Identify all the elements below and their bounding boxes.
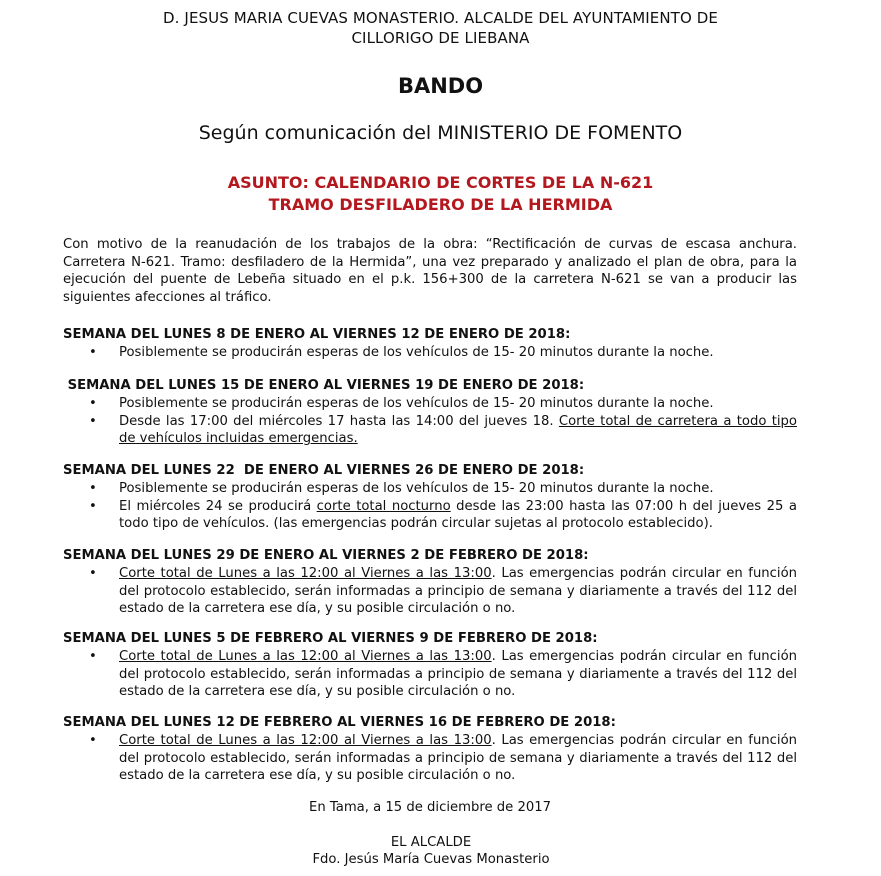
bullet-icon: • — [89, 345, 97, 360]
item-text: Desde las 17:00 del miércoles 17 hasta las 14:00 del jueves 18. — [119, 413, 559, 429]
week-list — [63, 480, 797, 533]
item-text: Posiblemente se producirán esperas de los vehículos de 15- 20 minutos durante la noche. — [119, 481, 714, 496]
list-item — [63, 648, 797, 701]
week-list — [63, 344, 797, 362]
item-text-after: . Las emergencias podrán circular en función del protocolo establecido, serán informadas a principio de semana y diariamente a través del 112 del estado de la carretera ese día, y su posible circulación o no. — [119, 566, 797, 616]
item-text: Posiblemente se producirán esperas de los vehículos de 15- 20 minutos durante la noche. — [119, 396, 714, 411]
item-text-after: . Las emergencias podrán circular en función del protocolo establecido, serán informadas a principio de semana y diariamente a través del 112 del estado de la carretera ese día, y su posible circulación o no. — [119, 649, 797, 699]
week-title: SEMANA DEL LUNES 8 DE ENERO AL VIERNES 12 DE ENERO DE 2018: — [63, 327, 571, 342]
week-section — [63, 547, 797, 618]
bullet-icon: • — [89, 649, 97, 664]
week-section — [63, 462, 797, 533]
asunto-heading — [0, 172, 881, 216]
item-underlined-text: corte total nocturno — [316, 498, 451, 514]
list-item — [63, 480, 797, 498]
list-item — [63, 395, 797, 413]
bullet-icon: • — [89, 733, 97, 748]
week-title: SEMANA DEL LUNES 12 DE FEBRERO AL VIERNES 16 DE FEBRERO DE 2018: — [63, 715, 616, 730]
week-section — [63, 630, 797, 701]
week-section — [63, 377, 797, 448]
item-underlined-text: Corte total de carretera a todo tipo de vehículos incluidas emergencias. — [119, 413, 797, 446]
item-underlined-text: Corte total de Lunes a las 12:00 al Viernes a las 13:00 — [119, 649, 492, 664]
bullet-icon: • — [89, 481, 97, 496]
week-list — [63, 565, 797, 618]
item-text: El miércoles 24 se producirá — [119, 498, 317, 514]
bullet-icon: • — [89, 413, 97, 429]
list-item — [63, 344, 797, 362]
document-subtitle: Según comunicación del MINISTERIO DE FOMENTO — [198, 122, 683, 144]
bullet-icon: • — [89, 498, 97, 514]
item-text-after: desde las 23:00 hasta las 07:00 h del jueves 25 a todo tipo de vehículos. (las emergencias podrán circular sujetas al protocolo establecido). — [119, 498, 797, 531]
item-underlined-text: Corte total de Lunes a las 12:00 al Viernes a las 13:00 — [119, 566, 492, 581]
week-list — [63, 648, 797, 701]
week-title: SEMANA DEL LUNES 15 DE ENERO AL VIERNES 19 DE ENERO DE 2018: — [63, 378, 585, 393]
week-title: SEMANA DEL LUNES 22 DE ENERO AL VIERNES 26 DE ENERO DE 2018: — [63, 463, 585, 478]
week-section — [63, 714, 797, 785]
header-line-1: D. JESUS MARIA CUEVAS MONASTERIO. ALCALDE DEL AYUNTAMIENTO DE — [163, 9, 718, 27]
item-underlined-text: Corte total de Lunes a las 12:00 al Viernes a las 13:00 — [119, 733, 492, 748]
item-text-after: . Las emergencias podrán circular en función del protocolo establecido, serán informadas a principio de semana y diariamente a través del 112 del estado de la carretera ese día, y su posible circulación o no. — [119, 733, 797, 783]
signature-block — [0, 834, 862, 868]
asunto-line-1: ASUNTO: CALENDARIO DE CORTES DE LA N-621 — [227, 173, 654, 192]
week-title: SEMANA DEL LUNES 29 DE ENERO AL VIERNES 2 DE FEBRERO DE 2018: — [63, 548, 589, 563]
asunto-line-2: TRAMO DESFILADERO DE LA HERMIDA — [268, 195, 613, 214]
document-title: BANDO — [397, 74, 484, 98]
week-list — [63, 395, 797, 448]
week-title: SEMANA DEL LUNES 5 DE FEBRERO AL VIERNES 9 DE FEBRERO DE 2018: — [63, 631, 598, 646]
bullet-icon: • — [89, 566, 97, 581]
list-item — [63, 413, 797, 448]
week-list — [63, 732, 797, 785]
header-line-2: CILLORIGO DE LIEBANA — [351, 29, 530, 47]
signature-name: Fdo. Jesús María Cuevas Monasterio — [312, 852, 550, 867]
week-section — [63, 326, 797, 362]
document-header — [0, 8, 881, 48]
list-item — [63, 732, 797, 785]
list-item — [63, 498, 797, 533]
list-item — [63, 565, 797, 618]
date-line: En Tama, a 15 de diciembre de 2017 — [308, 800, 552, 815]
bullet-icon: • — [89, 396, 97, 411]
intro-paragraph: Con motivo de la reanudación de los trabajos de la obra: “Rectificación de curvas de escasa anchura. Carretera N-621. Tramo: desfiladero de la Hermida”, una vez preparado y analizado el plan de obra, para la ejecución del puente de Lebeña situado en el p.k. 156+300 de la carretera N-621 se van a producir las siguientes afecciones al tráfico. — [63, 237, 797, 305]
signature-role: EL ALCALDE — [390, 835, 472, 850]
item-text: Posiblemente se producirán esperas de los vehículos de 15- 20 minutos durante la noche. — [119, 345, 714, 360]
